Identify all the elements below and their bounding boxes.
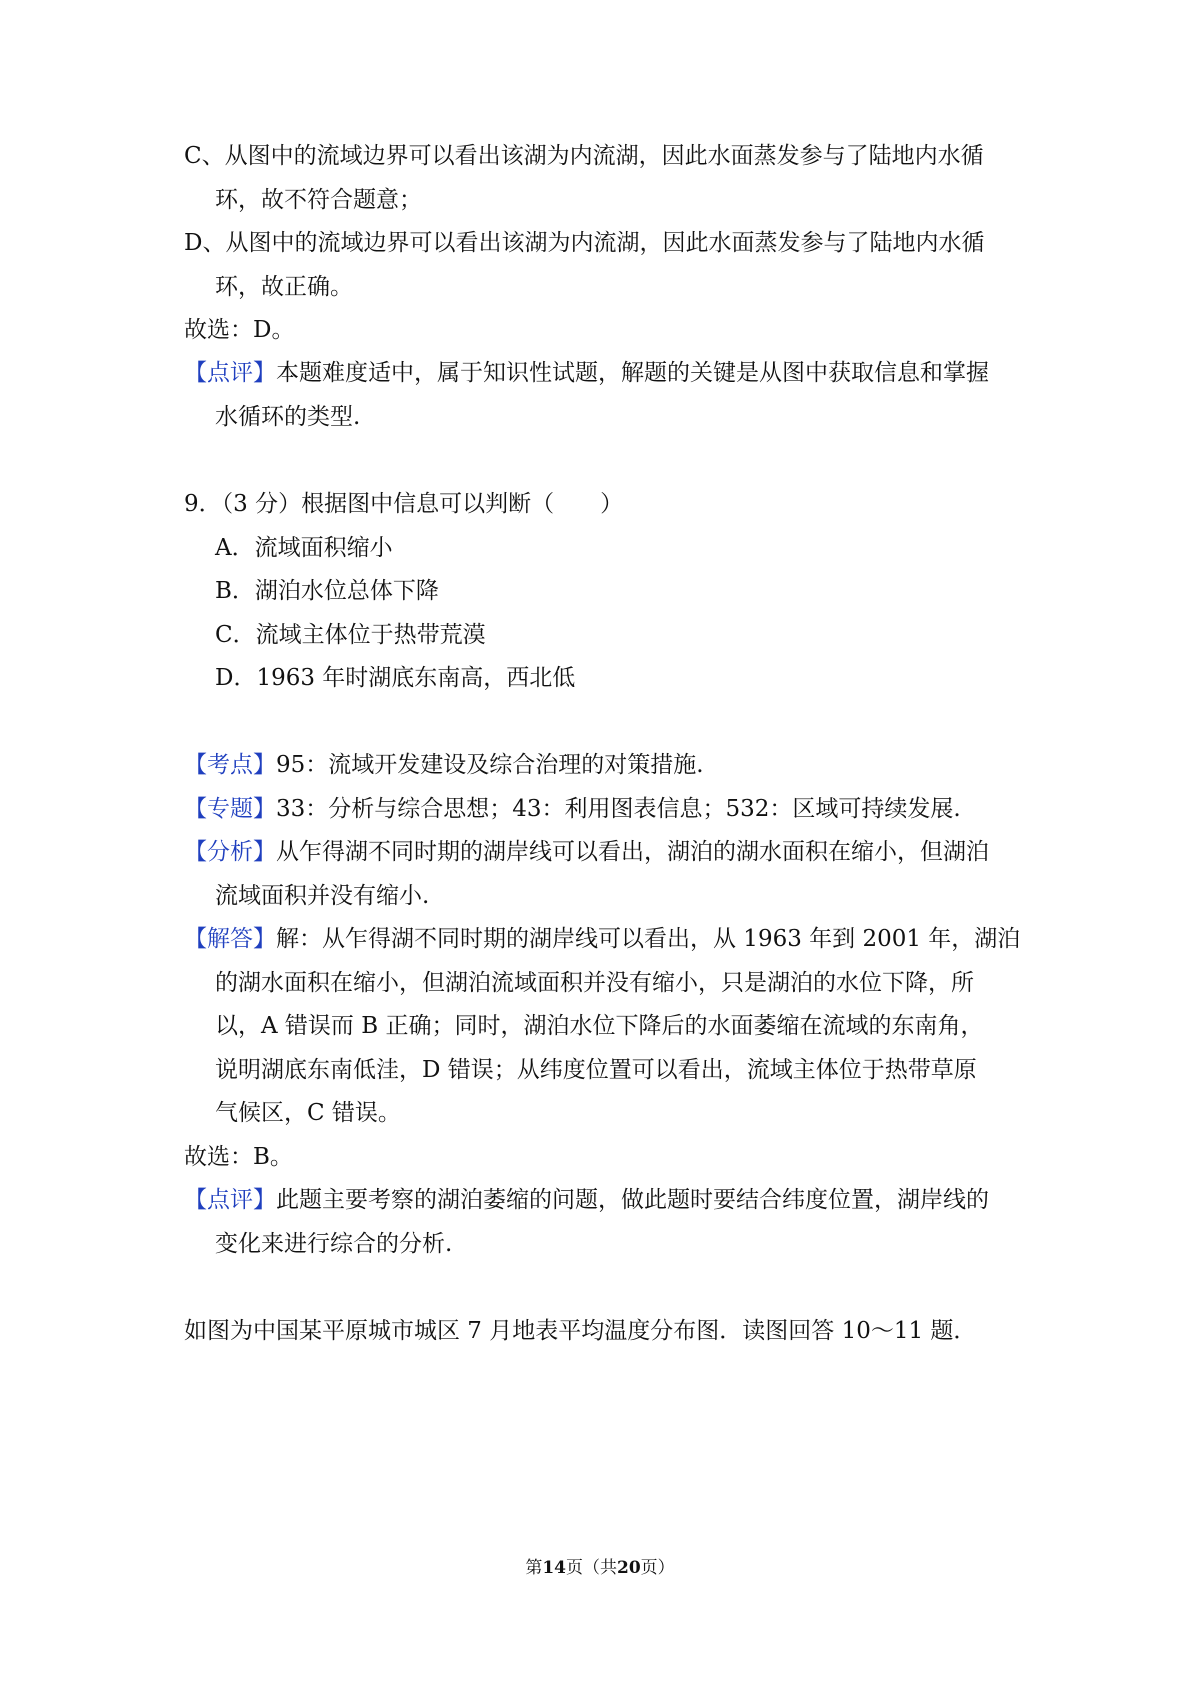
jieda-line-3: 以，A 错误而 B 正确；同时，湖泊水位下降后的水面萎缩在流域的东南角，	[215, 1013, 984, 1039]
zhuanti-line	[184, 793, 1034, 825]
zhuanti-text: 33：分析与综合思想；43：利用图表信息；532：区域可持续发展.	[276, 796, 961, 822]
page-footer	[0, 1556, 1200, 1580]
tag-dianping-q9: 【点评】	[184, 1187, 276, 1213]
fenxi-line-2: 流域面积并没有缩小.	[215, 883, 430, 909]
fenxi-text: 从乍得湖不同时期的湖岸线可以看出，湖泊的湖水面积在缩小，但湖泊	[276, 839, 989, 865]
tag-jieda: 【解答】	[184, 926, 276, 952]
question-9-option-d: D．1963 年时湖底东南高，西北低	[215, 665, 576, 691]
option-c-line-2: 环，故不符合题意；	[215, 187, 422, 213]
option-d-line-1: D、从图中的流域边界可以看出该湖为内流湖，因此水面蒸发参与了陆地内水循	[184, 230, 985, 256]
answer-q8: 故选：D。	[184, 317, 295, 343]
footer-suffix: 页）	[640, 1558, 675, 1578]
jieda-line-1	[184, 923, 1034, 955]
jieda-line-2: 的湖水面积在缩小，但湖泊流域面积并没有缩小，只是湖泊的水位下降，所	[215, 970, 974, 996]
option-c-line-1: C、从图中的流域边界可以看出该湖为内流湖，因此水面蒸发参与了陆地内水循	[184, 143, 984, 169]
tag-zhuanti: 【专题】	[184, 796, 276, 822]
review-q8-text: 本题难度适中，属于知识性试题，解题的关键是从图中获取信息和掌握	[276, 360, 989, 386]
footer-page-number: 14	[542, 1558, 566, 1578]
option-d-line-2: 环，故正确。	[215, 274, 353, 300]
footer-prefix: 第	[525, 1558, 543, 1578]
review-q8-line-1	[184, 357, 1034, 389]
dianping-q9-line-1	[184, 1184, 1034, 1216]
dianping-q9-text: 此题主要考察的湖泊萎缩的问题，做此题时要结合纬度位置，湖岸线的	[276, 1187, 989, 1213]
fenxi-line-1	[184, 836, 1034, 868]
intro-questions-10-11: 如图为中国某平原城市城区 7 月地表平均温度分布图．读图回答 10～11 题．	[184, 1318, 977, 1344]
dianping-q9-line-2: 变化来进行综合的分析.	[215, 1231, 453, 1257]
jieda-line-4: 说明湖底东南低洼，D 错误；从纬度位置可以看出，流域主体位于热带草原	[215, 1057, 977, 1083]
question-9-option-b: B．湖泊水位总体下降	[215, 578, 439, 604]
jieda-line-5: 气候区，C 错误。	[215, 1100, 401, 1126]
answer-q9: 故选：B。	[184, 1144, 293, 1170]
footer-total-pages: 20	[617, 1558, 641, 1578]
question-9-option-a: A．流域面积缩小	[215, 535, 393, 561]
review-q8-line-2: 水循环的类型.	[215, 404, 361, 430]
tag-dianping: 【点评】	[184, 360, 276, 386]
question-9-option-c: C．流域主体位于热带荒漠	[215, 622, 486, 648]
tag-fenxi: 【分析】	[184, 839, 276, 865]
kaodian-line	[184, 749, 1034, 781]
kaodian-text: 95：流域开发建设及综合治理的对策措施.	[276, 752, 704, 778]
question-9-stem: 9．（3 分）根据图中信息可以判断（ ）	[184, 491, 624, 517]
tag-kaodian: 【考点】	[184, 752, 276, 778]
footer-middle: 页（共	[566, 1558, 617, 1578]
jieda-text: 解：从乍得湖不同时期的湖岸线可以看出，从 1963 年到 2001 年，湖泊	[276, 926, 1021, 952]
